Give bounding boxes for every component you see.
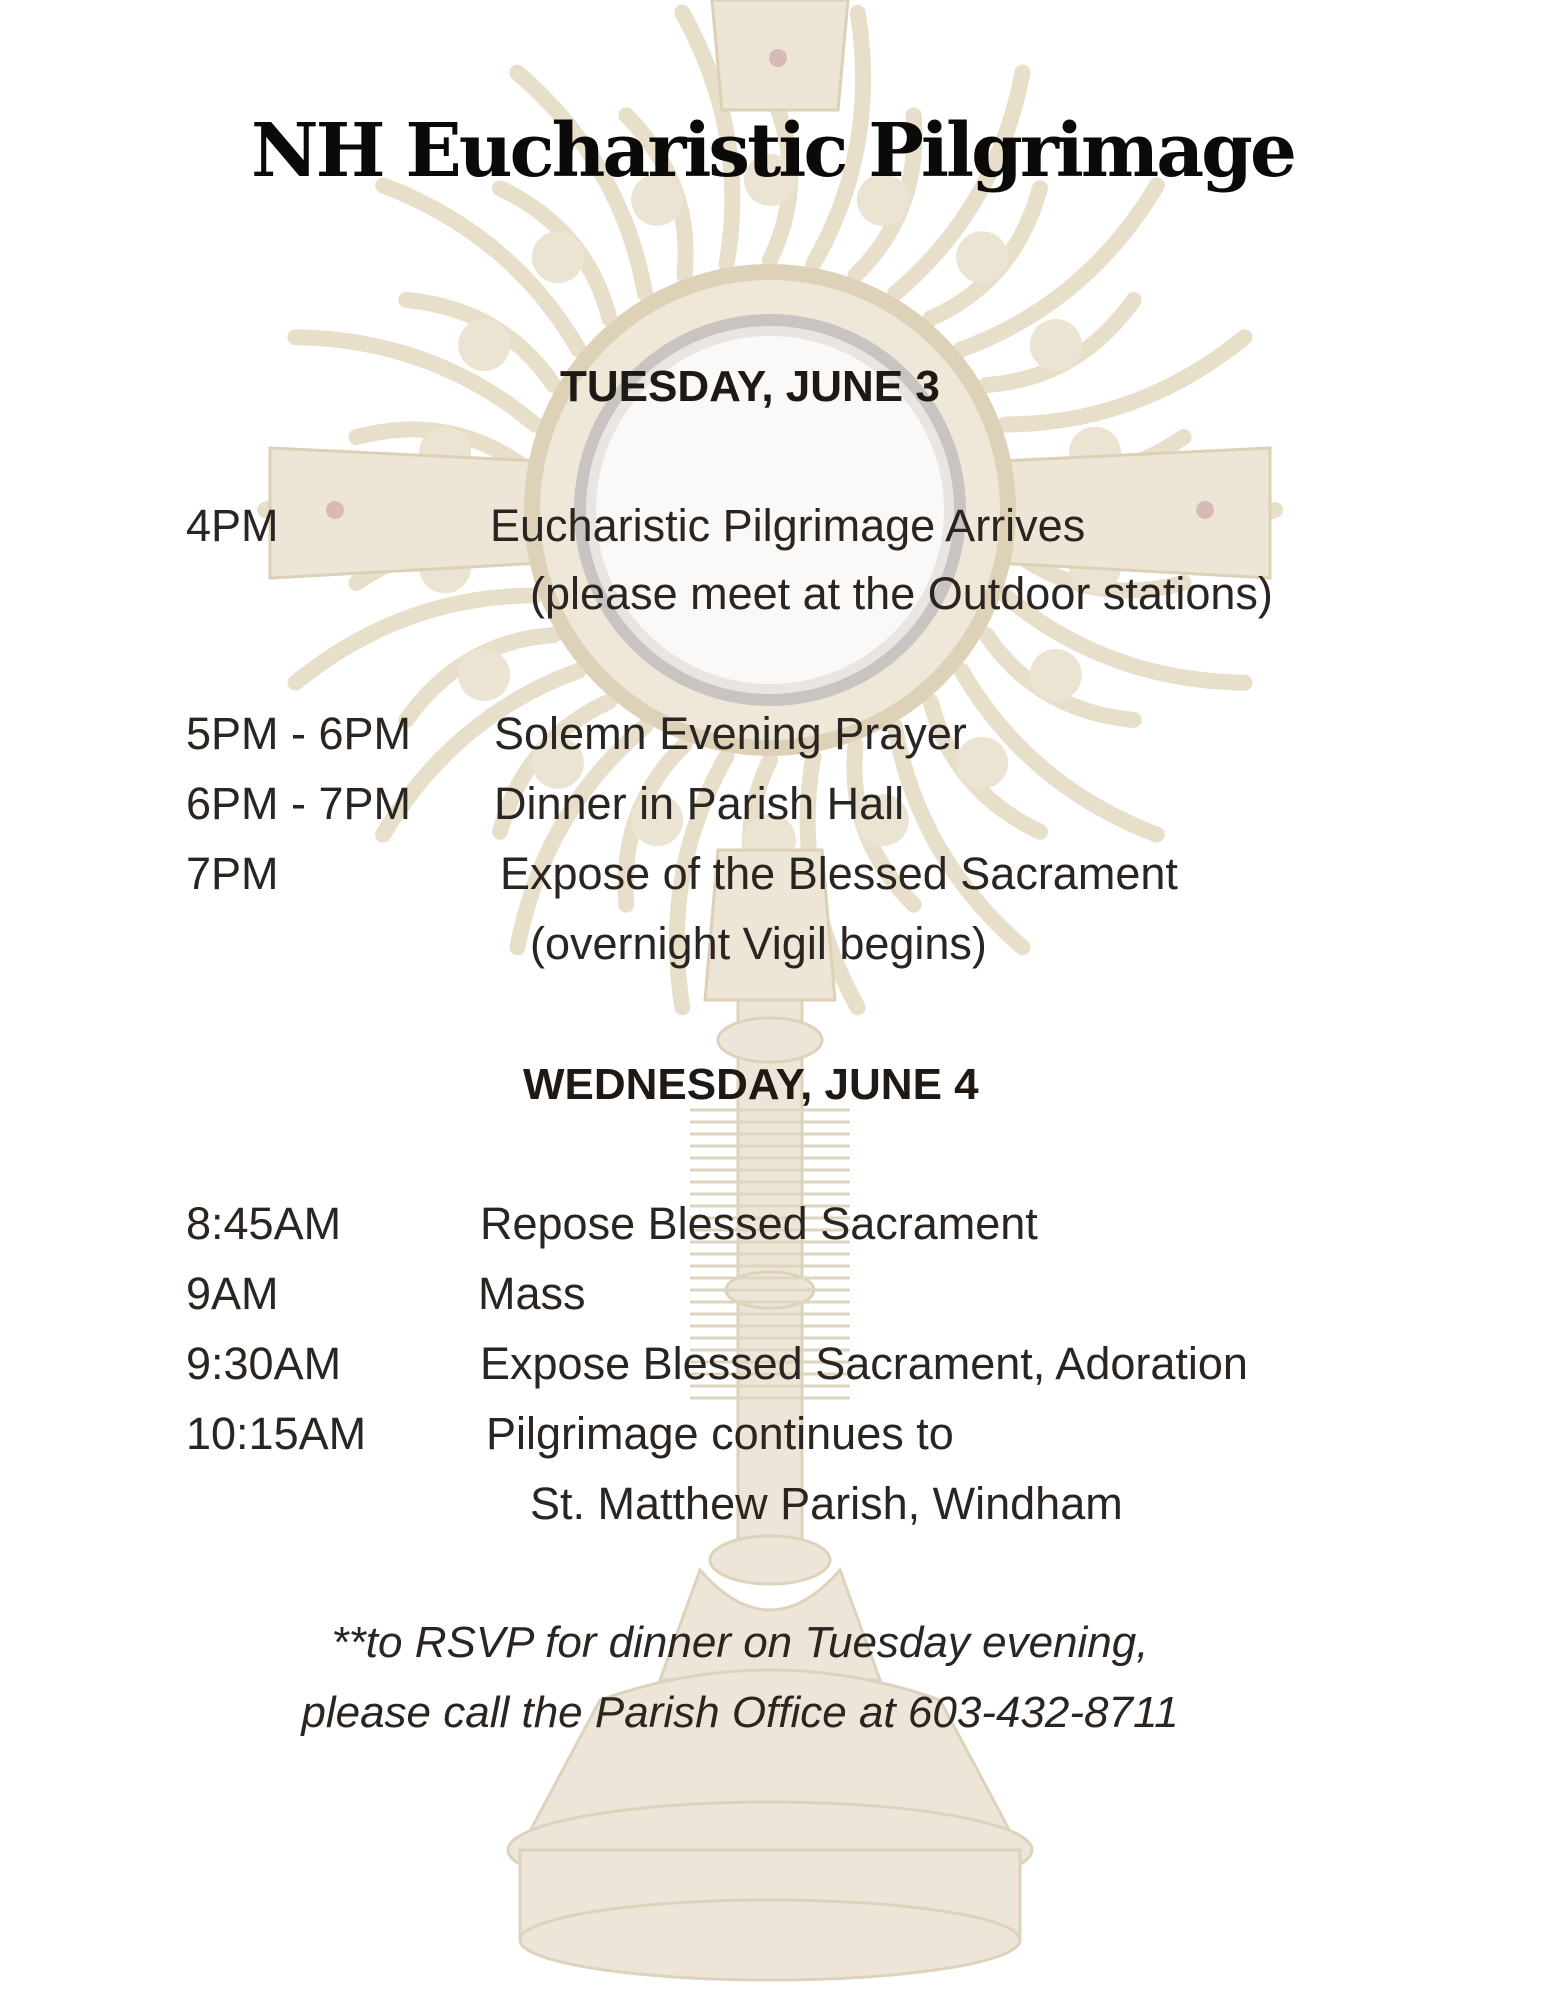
- schedule-time: 9AM: [186, 1268, 279, 1319]
- schedule-time: 8:45AM: [186, 1198, 342, 1249]
- schedule-time: 5PM - 6PM: [186, 708, 412, 759]
- schedule-event: Pilgrimage continues to: [486, 1408, 954, 1459]
- schedule-time: 9:30AM: [186, 1338, 342, 1389]
- day-heading-tuesday: TUESDAY, JUNE 3: [560, 362, 940, 411]
- schedule-event: Eucharistic Pilgrimage Arrives: [490, 500, 1086, 551]
- schedule-event: Expose of the Blessed Sacrament: [500, 848, 1178, 899]
- schedule-event: Expose Blessed Sacrament, Adoration: [480, 1338, 1248, 1389]
- rsvp-note-line2: please call the Parish Office at 603-432-8711: [301, 1688, 1179, 1737]
- page-title: NH Eucharistic Pilgrimage: [251, 108, 1294, 194]
- rsvp-note-line1: **to RSVP for dinner on Tuesday evening,: [331, 1618, 1149, 1667]
- schedule-time: 6PM - 7PM: [186, 778, 412, 829]
- schedule-detail: (please meet at the Outdoor stations): [530, 568, 1273, 619]
- schedule-event: Dinner in Parish Hall: [494, 778, 905, 829]
- schedule-detail: St. Matthew Parish, Windham: [530, 1478, 1123, 1529]
- schedule-detail: (overnight Vigil begins): [530, 918, 987, 969]
- day-heading-wednesday: WEDNESDAY, JUNE 4: [523, 1060, 979, 1109]
- schedule-time: 4PM: [186, 500, 279, 551]
- schedule-time: 7PM: [186, 848, 279, 899]
- schedule-event: Mass: [478, 1268, 586, 1319]
- schedule-event: Repose Blessed Sacrament: [480, 1198, 1038, 1249]
- schedule-event: Solemn Evening Prayer: [494, 708, 967, 759]
- schedule-time: 10:15AM: [186, 1408, 367, 1459]
